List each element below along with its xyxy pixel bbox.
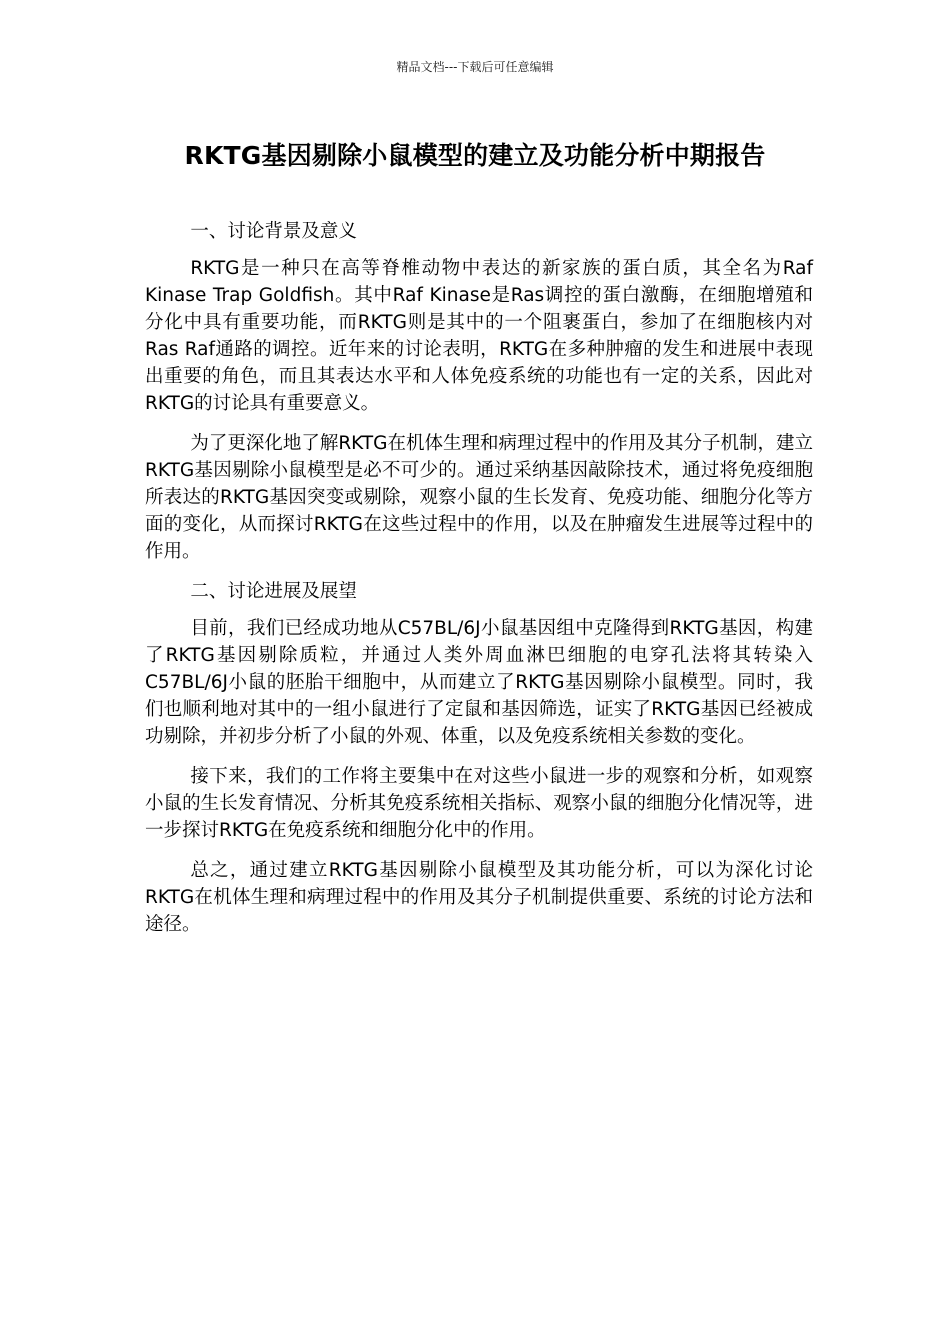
- document-body: [145, 218, 813, 951]
- paragraph: 总之，通过建立RKTG基因剔除小鼠模型及其功能分析，可以为深化讨论RKTG在机体生理和病理过程中的作用及其分子机制提供重要、系统的讨论方法和途径。: [145, 860, 813, 935]
- header-note: 精品文档---下载后可任意编辑: [396, 60, 554, 74]
- document-title: RKTG基因剔除小鼠模型的建立及功能分析中期报告: [184, 141, 766, 170]
- section-heading: 一、讨论背景及意义: [190, 221, 357, 242]
- section-background: [145, 218, 813, 565]
- paragraph: 为了更深化地了解RKTG在机体生理和病理过程中的作用及其分子机制，建立RKTG基因剔除小鼠模型是必不可少的。通过采纳基因敲除技术，通过将免疫细胞所表达的RKTG基因突变或剔除，观察小鼠的生长发育、免疫功能、细胞分化等方面的变化，从而探讨RKTG在这些过程中的作用，以及在肿瘤发生进展等过程中的作用。: [145, 433, 814, 562]
- paragraph: 目前，我们已经成功地从C57BL/6J小鼠基因组中克隆得到RKTG基因，构建了RKTG基因剔除质粒，并通过人类外周血淋巴细胞的电穿孔法将其转染入C57BL/6J小鼠的胚胎干细胞中，从而建立了RKTG基因剔除小鼠模型。同时，我们也顺利地对其中的一组小鼠进行了定鼠和基因筛选，证实了RKTG基因已经被成功剔除，并初步分析了小鼠的外观、体重，以及免疫系统相关参数的变化。: [145, 618, 813, 747]
- section-progress: [145, 578, 813, 938]
- section-heading: 二、讨论进展及展望: [190, 581, 357, 602]
- paragraph: 接下来，我们的工作将主要集中在对这些小鼠进一步的观察和分析，如观察小鼠的生长发育情况、分析其免疫系统相关指标、观察小鼠的细胞分化情况等，进一步探讨RKTG在免疫系统和细胞分化中的作用。: [145, 766, 813, 841]
- paragraph: RKTG是一种只在高等脊椎动物中表达的新家族的蛋白质，其全名为Raf Kinase Trap Goldfish。其中Raf Kinase是Ras调控的蛋白激酶，在细胞增殖和分化中具有重要功能，而RKTG则是其中的一个阻裹蛋白，参加了在细胞核内对Ras Raf通路的调控。近年来的讨论表明，RKTG在多种肿瘤的发生和进展中表现出重要的角色，而且其表达水平和人体免疫系统的功能也有一定的关系，因此对RKTG的讨论具有重要意义。: [145, 258, 813, 414]
